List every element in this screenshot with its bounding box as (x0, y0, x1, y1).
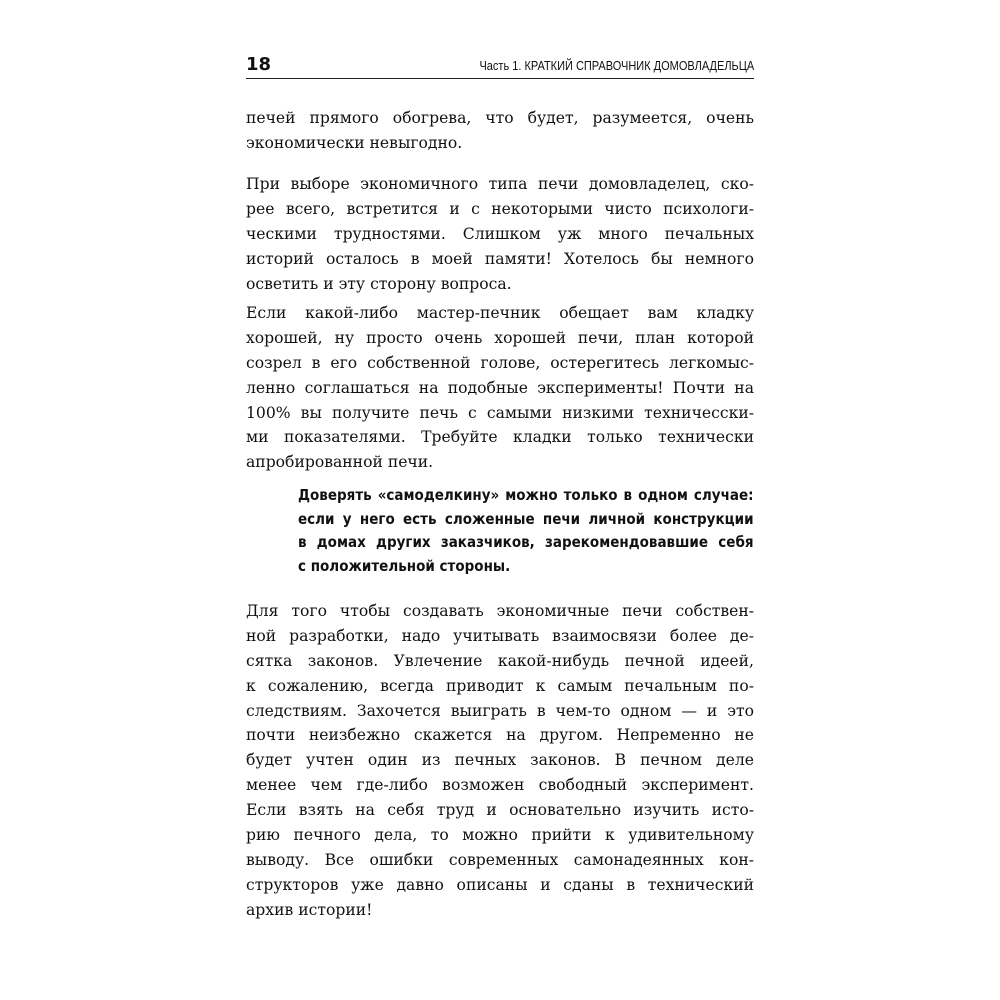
text-line: осветить и эту сторону вопроса. (246, 274, 512, 293)
text-line: структоров уже давно описаны и сданы в технический (246, 875, 754, 894)
callout-line: если у него есть сложенные печи личной конструкции (298, 509, 754, 528)
text-line: Для того чтобы создавать экономичные печи собствен- (246, 602, 754, 620)
callout-line: с положительной стороны. (298, 556, 511, 575)
text-line: сятка законов. Увлечение какой-нибудь печной идеей, (246, 651, 754, 670)
text-line: почти неизбежно скажется на другом. Непременно не (246, 726, 754, 745)
text-line: архив истории! (246, 900, 373, 919)
text-line: ленно соглашаться на подобные эксперименты! Почти на (246, 378, 754, 397)
text-line: Если какой-либо мастер-печник обещает вам кладку (246, 304, 754, 322)
text-line: историй осталось в моей памяти! Хотелось бы немного (246, 249, 754, 268)
text-line: менее чем где-либо возможен свободный эксперимент. (246, 776, 754, 795)
text-line: печей прямого обогрева, что будет, разумеется, очень (246, 109, 754, 127)
callout-line: Доверять «самоделкину» можно только в одном случае: (298, 486, 754, 504)
paragraph-4 (246, 599, 754, 923)
page-number: 18 (246, 54, 272, 75)
callout-note (298, 484, 754, 578)
text-line: выводу. Все ошибки современных самонадеянных кон- (246, 850, 754, 869)
text-line: При выборе экономичного типа печи домовладелец, ско- (246, 175, 754, 193)
text-line: к сожалению, всегда приводит к самым печальным по- (246, 676, 754, 695)
text-line: 100% вы получите печь с самыми низкими техничесски- (246, 403, 754, 422)
running-header (246, 52, 754, 79)
paragraph-1 (246, 106, 754, 156)
callout-line: в домах других заказчиков, зарекомендовавшие себя (298, 533, 754, 551)
chapter-title: Часть 1. КРАТКИЙ СПРАВОЧНИК ДОМОВЛАДЕЛЬЦА (479, 59, 754, 73)
text-line: апробированной печи. (246, 453, 434, 472)
text-line: Если взять на себя труд и основательно изучить исто- (246, 801, 754, 820)
text-line: будет учтен один из печных законов. В печном деле (246, 751, 754, 770)
text-line: хорошей, ну просто очень хорошей печи, план которой (246, 328, 754, 347)
text-line: экономически невыгодно. (246, 133, 463, 152)
text-line: следствиям. Захочется выиграть в чем-то одном — и это (246, 701, 754, 720)
paragraph-3 (246, 301, 754, 475)
book-page (246, 0, 754, 1000)
text-line: ми показателями. Требуйте кладки только технически (246, 428, 754, 447)
text-line: рию печного дела, то можно прийти к удивительному (246, 826, 754, 845)
text-line: созрел в его собственной голове, остерегитесь легкомыс- (246, 353, 754, 372)
paragraph-2 (246, 172, 754, 296)
text-line: ной разработки, надо учитывать взаимосвязи более де- (246, 626, 754, 645)
text-line: ческими трудностями. Слишком уж много печальных (246, 224, 754, 243)
text-line: рее всего, встретится и с некоторыми чисто психологи- (246, 199, 754, 218)
